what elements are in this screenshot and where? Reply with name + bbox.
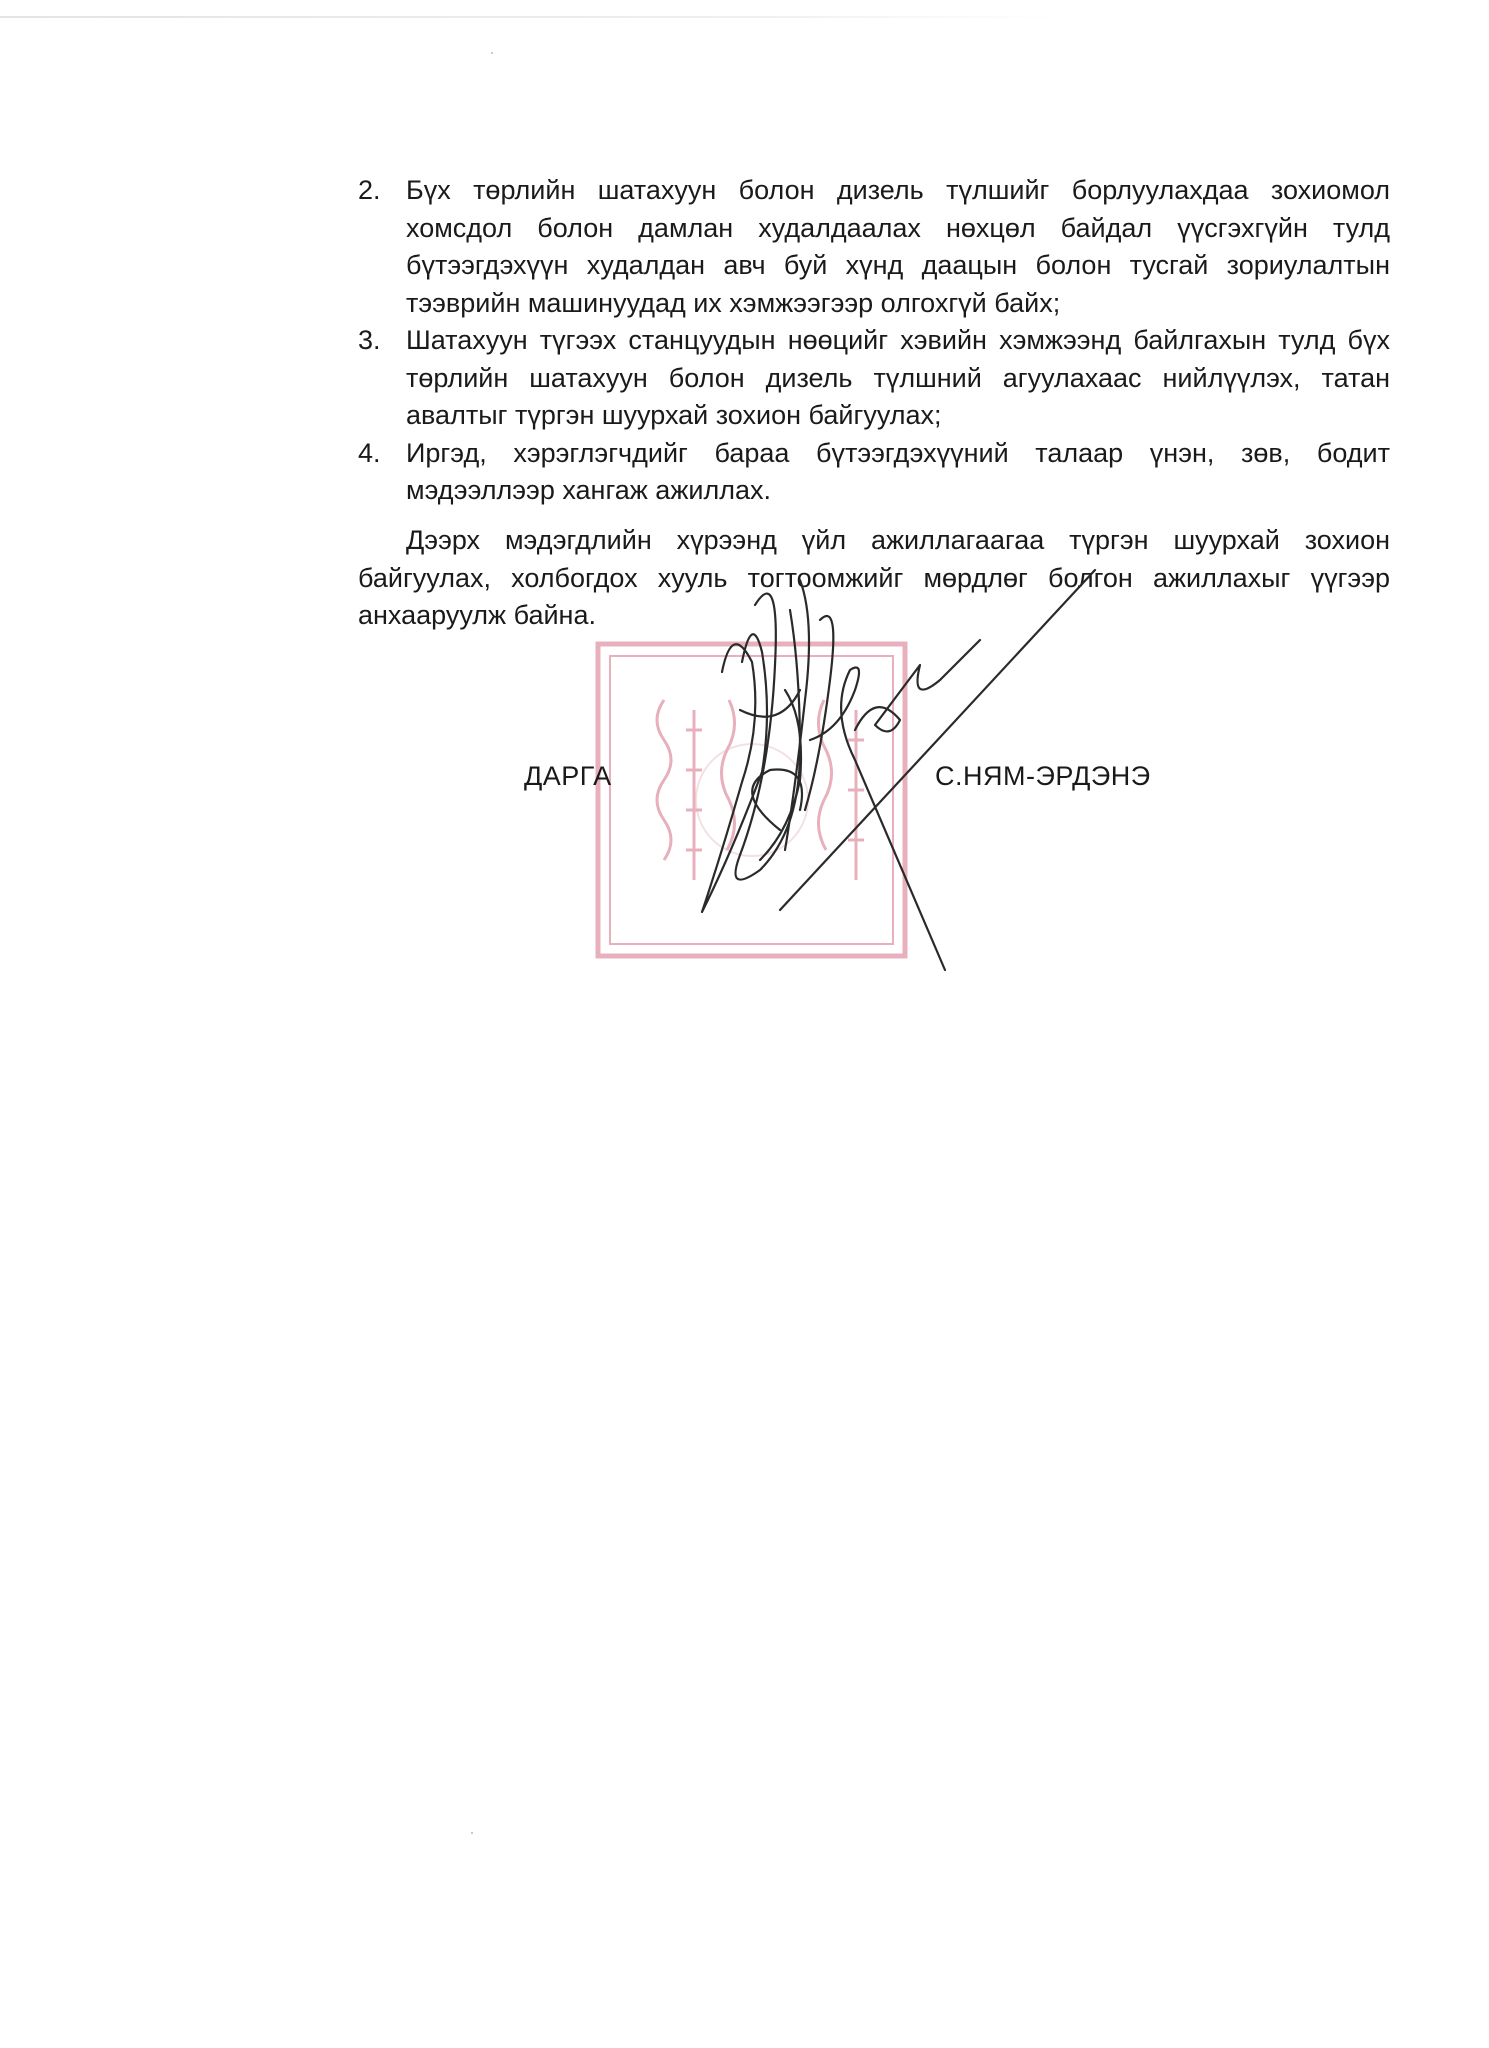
scan-speck [491, 52, 493, 54]
scan-speck [471, 1832, 473, 1834]
signatory-title: ДАРГА [524, 761, 612, 791]
list-item [358, 322, 1390, 435]
list-item-number: 3. [358, 325, 381, 355]
list-item-text: Бүх төрлийн шатахуун болон дизель түлшийг борлуулахдаа зохиомол хомсдол болон дамлан худалдаалах нөхцөл байдал үүсгэхгүйн тулд бүтээгдэхүүн худалдан авч буй хүнд даацын болон тусгай зориулалтын тээврийн машинуудад их хэмжээгээр олгохгүй байх; [406, 175, 1390, 318]
list-item-number: 4. [358, 437, 381, 468]
list-item [358, 172, 1390, 322]
page-top-edge [0, 16, 1060, 18]
closing-paragraph: Дээрх мэдэгдлийн хүрээнд үйл ажиллагаагаа түргэн шуурхай зохион байгуулах, холбогдох хууль тогтоомжийг мөрдлөг болгон ажиллахыг үүгээр анхааруулж байна. [358, 525, 1390, 630]
requirements-list [358, 172, 1390, 510]
list-item-number: 2. [358, 175, 381, 205]
list-item-text: Иргэд, хэрэглэгчдийг бараа бүтээгдэхүүний талаар үнэн, зөв, бодит мэдээллээр хангаж ажиллах. [406, 437, 1390, 505]
signatory-name: С.НЯМ-ЭРДЭНЭ [935, 761, 1151, 791]
list-item [358, 435, 1390, 510]
list-item-text: Шатахуун түгээх станцуудын нөөцийг хэвийн хэмжээнд байлгахын тулд бүх төрлийн шатахуун болон дизель түлшний агуулахаас нийлүүлэх, татан авалтыг түргэн шуурхай зохион байгуулах; [406, 325, 1390, 430]
handwritten-signature [640, 560, 1140, 1020]
